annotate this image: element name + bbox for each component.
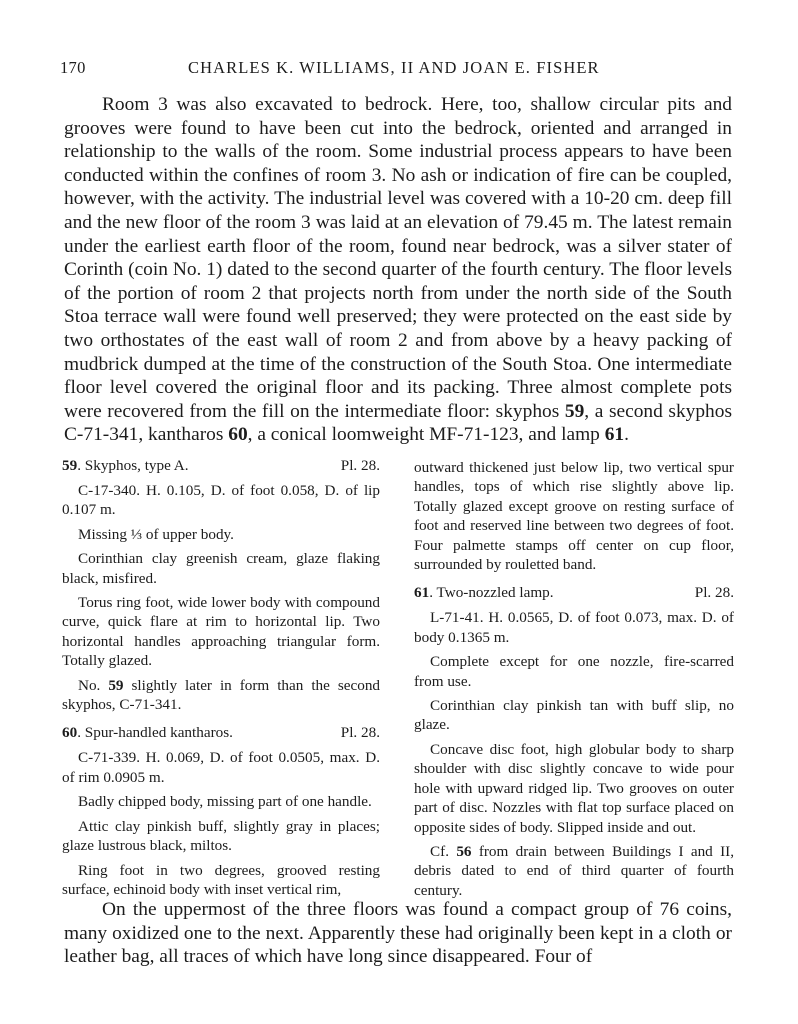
entry-description: Ring foot in two degrees, grooved resting surface, echinoid body with inset vertical rim, [62, 861, 380, 898]
intro-text-d: . [624, 424, 629, 446]
entry-description-continued: outward thickened just below lip, two vertical spur handles, tops of which rise slightly above lip. Totally glazed except groove on resting surface of foot and reserved line between two degrees of foot. Four palmette stamps off center on cup floor, surrounded by rouletted band. [414, 459, 734, 574]
entry-inventory: C-71-339. H. 0.069, D. of foot 0.0505, max. D. of rim 0.0905 m. [62, 749, 380, 786]
entry-description: Torus ring foot, wide lower body with compound curve, quick flare at rim to horizontal lip. Two horizontal handles approaching triangular form. Totally glazed. [62, 594, 380, 670]
cf-number: 56 [456, 842, 472, 860]
cf-text: Cf. [430, 842, 449, 860]
entry-condition: Badly chipped body, missing part of one handle. [78, 793, 372, 811]
entry-number: 59 [62, 457, 78, 474]
plate-reference: Pl. 28. [694, 584, 734, 602]
catalogue-entry-60-heading [62, 723, 380, 743]
intro-text: Room 3 was also excavated to bedrock. Here, too, shallow circular pits and grooves were found to have been cut into the bedrock, oriented and arranged in relationship to the walls of the room. Some industrial process appears to have been conducted within the confines of room 3. No ash or indication of fire can be coupled, however, with the activity. The industrial level was covered with a 10-20 cm. deep fill and the new floor of the room 3 was laid at an elevation of 79.45 m. The latest remain under the earliest earth floor of the room, found near bedrock, was a silver stater of Corinth (coin No. 1) dated to the second quarter of the fourth century. The floor levels of the portion of room 2 that projects north from under the north side of the South Stoa terrace wall were found well preserved; they were protected on the east side by two orthostates of the east wall of room 2 and from above by a heavy packing of mudbrick dumped at the time of the construction of the South Stoa. One intermediate floor level covered the original floor and its packing. Three almost complete pots were recovered from the fill on the intermediate floor: skyphos [64, 94, 732, 422]
ref-59: 59 [564, 400, 585, 422]
page-number: 170 [60, 58, 86, 77]
entry-comparanda [414, 842, 734, 900]
entry-inventory: C-17-340. H. 0.105, D. of foot 0.058, D. of lip 0.107 m. [62, 482, 380, 519]
entry-inventory: L-71-41. H. 0.0565, D. of foot 0.073, max. D. of body 0.1365 m. [414, 609, 734, 646]
note-number: 59 [108, 676, 124, 694]
entry-clay: Corinthian clay pinkish tan with buff slip, no glaze. [414, 697, 734, 734]
entry-title: . Spur-handled kantharos. [77, 724, 233, 742]
entry-clay: Corinthian clay greenish cream, glaze flaking black, misfired. [62, 550, 380, 587]
intro-paragraph [64, 93, 732, 447]
entry-number: 61 [414, 584, 430, 602]
entry-number: 60 [62, 724, 78, 742]
entry-note [62, 676, 380, 715]
entry-condition: Complete except for one nozzle, fire-scarred from use. [414, 653, 734, 690]
running-head [60, 58, 740, 82]
intro-text-c: , a conical loomweight MF-71-123, and lamp [247, 424, 600, 446]
entry-description: Concave disc foot, high globular body to sharp shoulder with disc slightly concave to wide pour hole with upward ridged lip. Two grooves on outer part of disc. Nozzles with flat top surface placed on opposite sides of body. Slipped inside and out. [414, 740, 734, 836]
ref-60: 60 [228, 424, 248, 446]
entry-title: . Skyphos, type A. [77, 457, 189, 474]
closing-paragraph: On the uppermost of the three floors was found a compact group of 76 coins, many oxidized one to the next. Apparently these had originally been kept in a cloth or leather bag, all traces of which have long since disappeared. Four of [64, 899, 732, 968]
note-text-b: slightly later in form than the second skyphos, C-71-341. [62, 676, 381, 714]
catalogue-left-column [62, 456, 380, 899]
catalogue-right-column [414, 458, 734, 900]
intro-text-b: , a second skyphos C-71-341, kantharos [64, 400, 732, 446]
plate-reference: Pl. 28. [340, 724, 380, 742]
ref-61: 61 [604, 424, 625, 446]
entry-condition: Missing ⅓ of upper body. [78, 525, 234, 543]
entry-clay: Attic clay pinkish buff, slightly gray in places; glaze lustrous black, miltos. [62, 817, 380, 855]
running-head-authors: CHARLES K. WILLIAMS, II AND JOAN E. FISHER [188, 58, 600, 77]
plate-reference: Pl. 28. [340, 457, 380, 474]
note-text: No. [78, 676, 101, 694]
entry-title: . Two-nozzled lamp. [429, 584, 554, 602]
catalogue-entry-59-heading [62, 456, 380, 476]
cf-text-b: from drain between Buildings I and II, debris dated to end of third quarter of fourth century. [414, 842, 734, 899]
catalogue-entry-61-heading [414, 583, 734, 603]
